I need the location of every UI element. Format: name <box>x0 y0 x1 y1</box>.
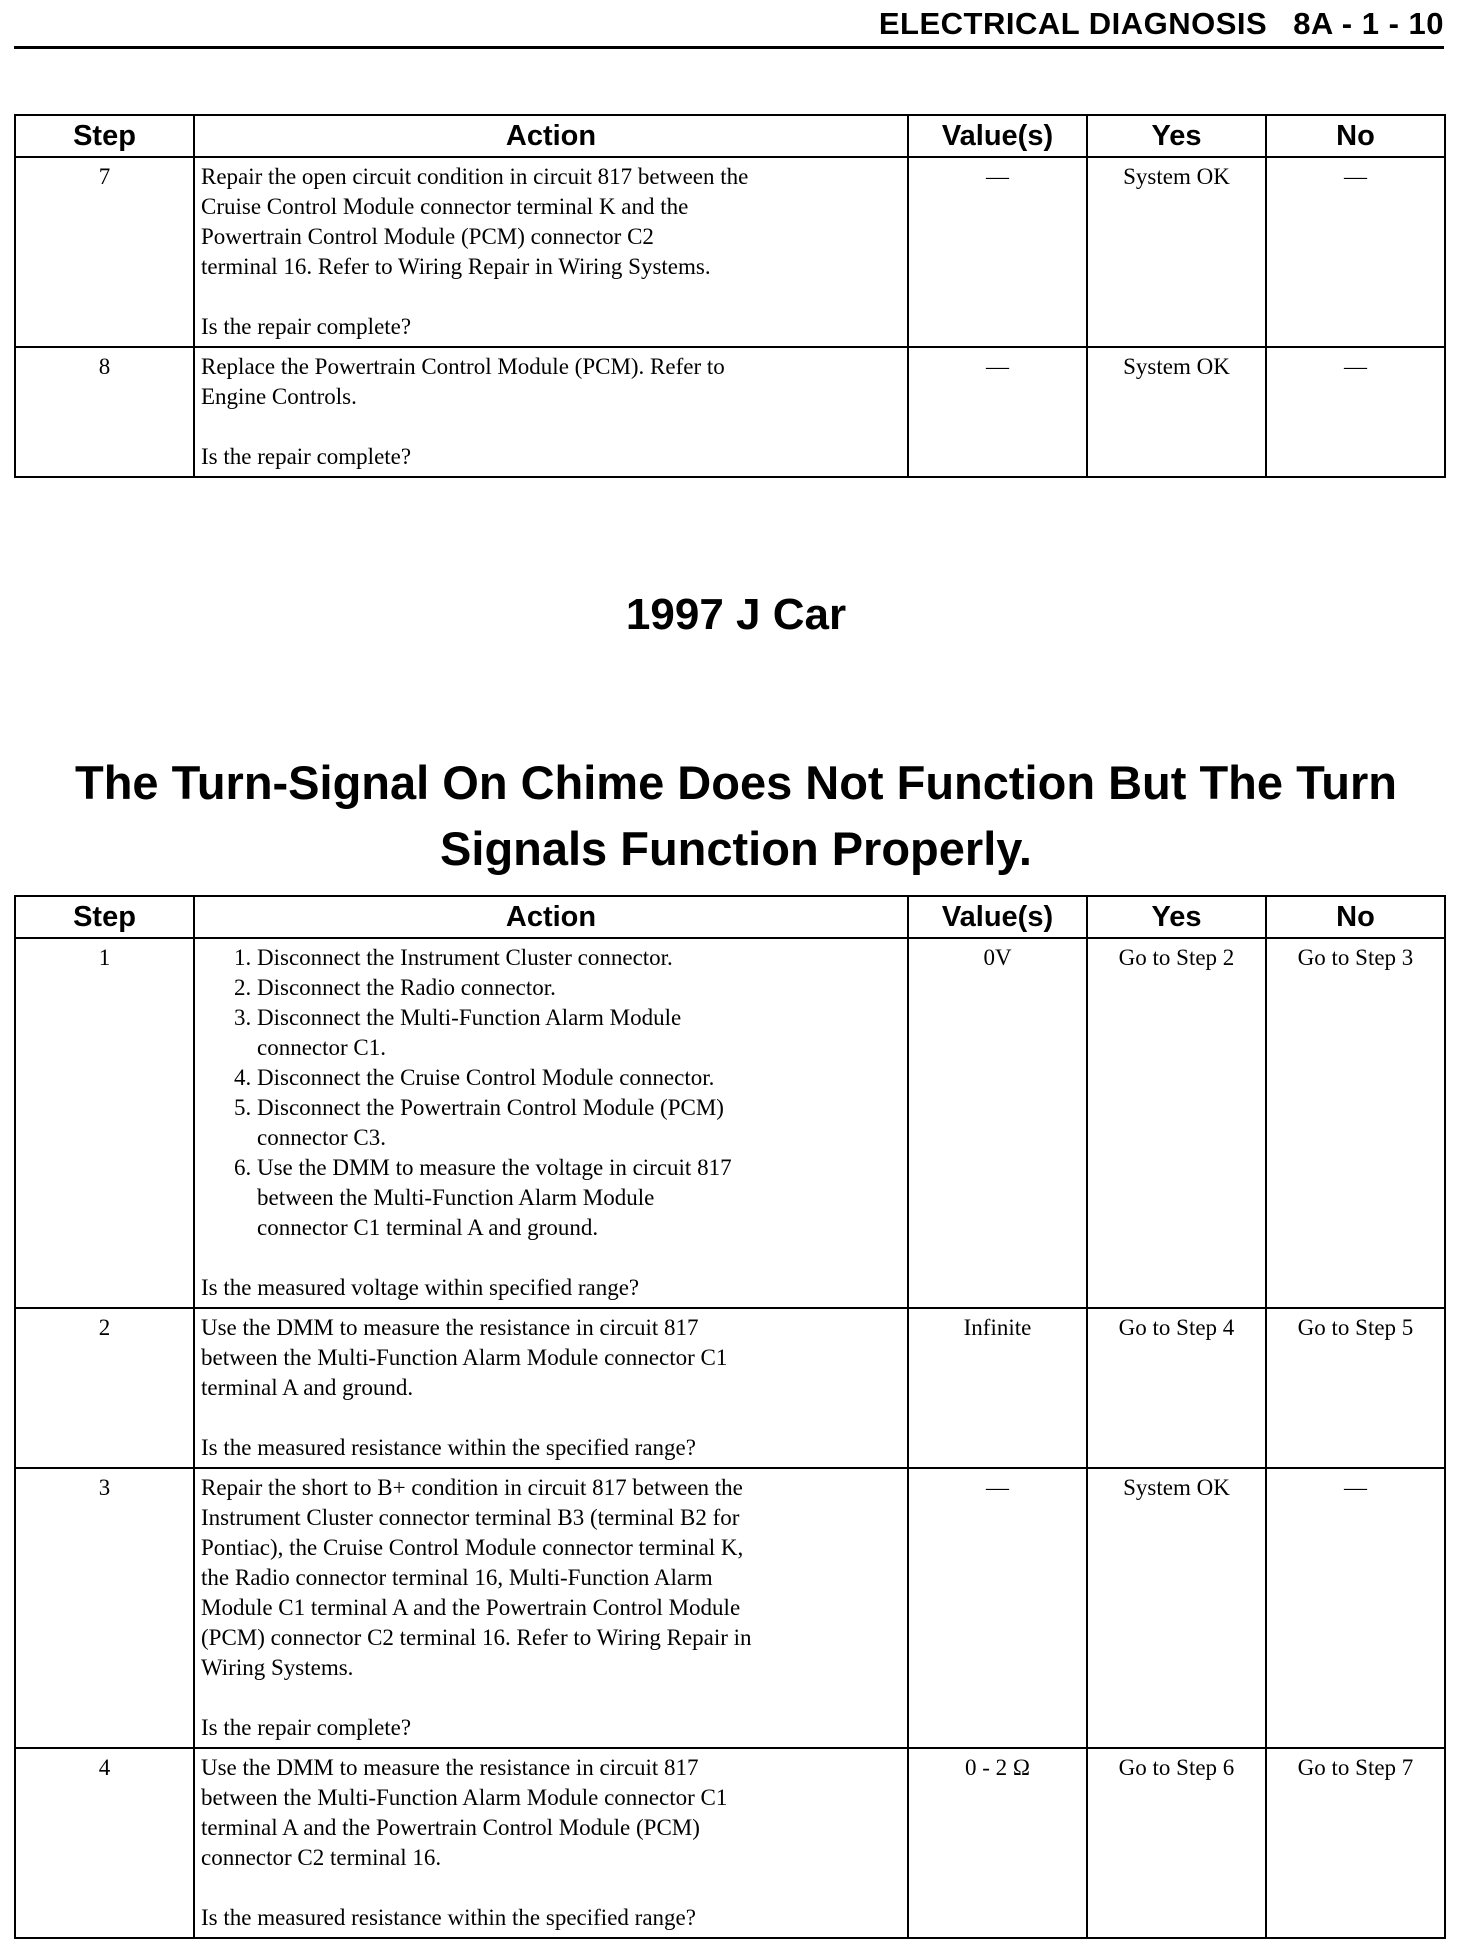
action-text-line: Instrument Cluster connector terminal B3 (terminal B2 for <box>201 1505 740 1530</box>
action-text-line: terminal A and ground. <box>201 1375 414 1400</box>
action-step-item <box>257 973 901 1003</box>
table-row <box>15 1468 1445 1748</box>
col-yes: Yes <box>1087 115 1266 157</box>
action-step-text: 4. Disconnect the Cruise Control Module connector. <box>257 1065 715 1090</box>
action-step-text: 3. Disconnect the Multi-Function Alarm Module <box>257 1005 682 1030</box>
value-cell: Infinite <box>908 1308 1087 1468</box>
diagnostic-table-continued <box>14 114 1446 478</box>
section-title <box>0 750 1472 882</box>
col-yes: Yes <box>1087 896 1266 938</box>
action-question: Is the measured voltage within specified range? <box>201 1275 640 1300</box>
action-text-line: Pontiac), the Cruise Control Module connector terminal K, <box>201 1535 744 1560</box>
header-page-number: 8A - 1 - 10 <box>1293 6 1444 41</box>
action-step-item <box>257 1003 901 1063</box>
table-body <box>15 938 1445 1938</box>
no-cell: Go to Step 5 <box>1266 1308 1445 1468</box>
action-question: Is the repair complete? <box>201 444 412 469</box>
no-cell: Go to Step 3 <box>1266 938 1445 1308</box>
col-values: Value(s) <box>908 115 1087 157</box>
table-row <box>15 1748 1445 1938</box>
table-header <box>15 896 1445 938</box>
action-cell <box>194 347 908 477</box>
action-spacer <box>201 1873 901 1903</box>
action-step-text: connector C1. <box>257 1035 387 1060</box>
step-cell: 4 <box>15 1748 194 1938</box>
action-step-text: connector C1 terminal A and ground. <box>257 1215 599 1240</box>
action-cell <box>194 1308 908 1468</box>
year-heading: 1997 J Car <box>625 590 847 639</box>
action-step-item <box>257 1093 901 1153</box>
step-cell: 8 <box>15 347 194 477</box>
action-text-line: (PCM) connector C2 terminal 16. Refer to Wiring Repair in <box>201 1625 752 1650</box>
action-step-item <box>257 943 901 973</box>
action-question: Is the measured resistance within the specified range? <box>201 1905 696 1930</box>
action-spacer <box>201 282 901 312</box>
yes-cell: Go to Step 4 <box>1087 1308 1266 1468</box>
diagnostic-table <box>14 895 1446 1939</box>
action-text-line: Repair the short to B+ condition in circuit 817 between the <box>201 1475 743 1500</box>
action-spacer <box>201 1403 901 1433</box>
step-cell: 1 <box>15 938 194 1308</box>
action-cell <box>194 1468 908 1748</box>
step-cell: 3 <box>15 1468 194 1748</box>
action-step-text: between the Multi-Function Alarm Module <box>257 1185 655 1210</box>
action-text-line: Replace the Powertrain Control Module (PCM). Refer to <box>201 354 725 379</box>
no-cell: — <box>1266 157 1445 347</box>
action-step-text: 2. Disconnect the Radio connector. <box>257 975 556 1000</box>
value-cell: — <box>908 347 1087 477</box>
action-text-line: terminal 16. Refer to Wiring Repair in Wiring Systems. <box>201 254 711 279</box>
value-cell: — <box>908 1468 1087 1748</box>
yes-cell: System OK <box>1087 157 1266 347</box>
yes-cell: System OK <box>1087 347 1266 477</box>
yes-cell: System OK <box>1087 1468 1266 1748</box>
header-row <box>15 896 1445 938</box>
action-text-line: Powertrain Control Module (PCM) connector C2 <box>201 224 654 249</box>
col-step: Step <box>15 896 194 938</box>
action-step-item <box>257 1153 901 1243</box>
action-text-line: Engine Controls. <box>201 384 357 409</box>
action-cell <box>194 1748 908 1938</box>
action-text-line: Use the DMM to measure the resistance in circuit 817 <box>201 1755 699 1780</box>
action-cell <box>194 157 908 347</box>
action-text-line: Repair the open circuit condition in circuit 817 between the <box>201 164 749 189</box>
action-question: Is the repair complete? <box>201 1715 412 1740</box>
value-cell: — <box>908 157 1087 347</box>
col-no: No <box>1266 115 1445 157</box>
title-line: The Turn-Signal On Chime Does Not Function But The Turn <box>74 756 1397 809</box>
action-spacer <box>201 1243 901 1273</box>
step-cell: 2 <box>15 1308 194 1468</box>
action-question: Is the repair complete? <box>201 314 412 339</box>
col-action: Action <box>194 896 908 938</box>
action-step-text: connector C3. <box>257 1125 387 1150</box>
value-cell: 0 - 2 Ω <box>908 1748 1087 1938</box>
no-cell: — <box>1266 1468 1445 1748</box>
action-steps-list <box>201 943 901 1243</box>
header-row <box>15 115 1445 157</box>
action-question: Is the measured resistance within the specified range? <box>201 1435 696 1460</box>
action-step-item <box>257 1063 901 1093</box>
header-section: ELECTRICAL DIAGNOSIS <box>878 6 1268 41</box>
action-text-line: terminal A and the Powertrain Control Module (PCM) <box>201 1815 700 1840</box>
action-text-line: connector C2 terminal 16. <box>201 1845 442 1870</box>
table-body <box>15 157 1445 477</box>
action-text-line: Cruise Control Module connector terminal K and the <box>201 194 689 219</box>
action-spacer <box>201 1683 901 1713</box>
action-text-line: between the Multi-Function Alarm Module connector C1 <box>201 1345 728 1370</box>
action-spacer <box>201 412 901 442</box>
action-text-line: the Radio connector terminal 16, Multi-Function Alarm <box>201 1565 713 1590</box>
value-cell: 0V <box>908 938 1087 1308</box>
action-step-text: 6. Use the DMM to measure the voltage in circuit 817 <box>257 1155 732 1180</box>
page-header <box>14 4 1444 49</box>
table-row <box>15 347 1445 477</box>
action-step-text: 1. Disconnect the Instrument Cluster connector. <box>257 945 673 970</box>
title-line: Signals Function Properly. <box>440 822 1032 875</box>
yes-cell: Go to Step 6 <box>1087 1748 1266 1938</box>
step-cell: 7 <box>15 157 194 347</box>
col-values: Value(s) <box>908 896 1087 938</box>
action-text-line: between the Multi-Function Alarm Module connector C1 <box>201 1785 728 1810</box>
action-text-line: Wiring Systems. <box>201 1655 354 1680</box>
col-no: No <box>1266 896 1445 938</box>
table-row <box>15 157 1445 347</box>
table-header <box>15 115 1445 157</box>
table-row <box>15 1308 1445 1468</box>
header-text <box>879 6 1444 42</box>
no-cell: — <box>1266 347 1445 477</box>
table-row <box>15 938 1445 1308</box>
action-text-line: Use the DMM to measure the resistance in circuit 817 <box>201 1315 699 1340</box>
no-cell: Go to Step 7 <box>1266 1748 1445 1938</box>
col-step: Step <box>15 115 194 157</box>
action-step-text: 5. Disconnect the Powertrain Control Module (PCM) <box>257 1095 724 1120</box>
yes-cell: Go to Step 2 <box>1087 938 1266 1308</box>
col-action: Action <box>194 115 908 157</box>
action-text-line: Module C1 terminal A and the Powertrain Control Module <box>201 1595 741 1620</box>
action-cell <box>194 938 908 1308</box>
